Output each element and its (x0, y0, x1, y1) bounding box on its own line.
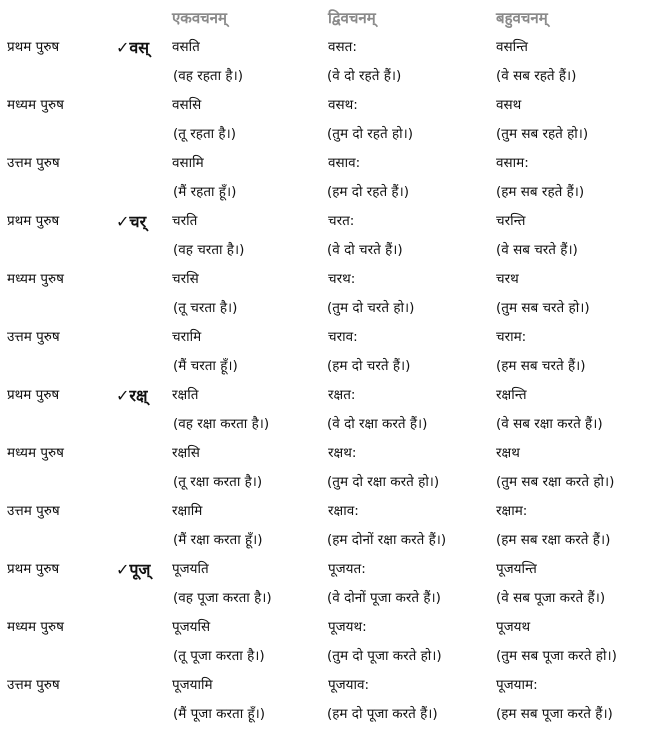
verb-root: ✓रक्ष् (116, 386, 148, 405)
table-row (0, 410, 667, 439)
form-plural: रक्षाम: (496, 503, 528, 519)
table-row (0, 700, 667, 729)
meaning-plural: (वे सब चरते हैं।) (496, 242, 578, 258)
form-plural: चरन्ति (496, 213, 526, 229)
table-row (0, 584, 667, 613)
table-row (0, 236, 667, 265)
meaning-singular: (तू रहता है।) (173, 126, 236, 142)
table-row (0, 468, 667, 497)
meaning-dual: (तुम दो चरते हो।) (327, 300, 415, 316)
meaning-plural: (वे सब पूजा करते हैं।) (496, 590, 606, 606)
form-singular: पूजयति (172, 561, 209, 577)
form-singular: रक्षति (172, 387, 199, 403)
table-row (0, 381, 667, 410)
form-singular: पूजयामि (172, 677, 213, 693)
meaning-singular: (मैं रक्षा करता हूँ।) (173, 532, 263, 548)
meaning-dual: (तुम दो रहते हो।) (327, 126, 414, 142)
table-row (0, 555, 667, 584)
verb-root: ✓पूज् (116, 560, 151, 579)
verb-group-pooj (0, 555, 667, 672)
form-dual: वसाव: (328, 155, 361, 171)
form-plural: रक्षन्ति (496, 387, 527, 403)
person-label: मध्यम पुरुष (7, 97, 64, 113)
form-dual: वसत: (328, 39, 357, 55)
person-label: प्रथम पुरुष (7, 213, 60, 229)
verb-group-raksh (0, 381, 667, 498)
table-row (0, 671, 667, 700)
header-singular: एकवचनम् (172, 9, 227, 27)
table-row (0, 33, 667, 62)
person-label: मध्यम पुरुष (7, 619, 64, 635)
form-dual: चराव: (328, 329, 358, 345)
form-dual: रक्षत: (328, 387, 356, 403)
form-singular: पूजयसि (172, 619, 211, 635)
form-dual: वसथ: (328, 97, 358, 113)
form-singular: चरसि (172, 271, 199, 287)
form-dual: पूजयाव: (328, 677, 370, 693)
meaning-singular: (तू चरता है।) (173, 300, 238, 316)
verb-group-pooj-uttama (0, 671, 667, 729)
meaning-plural: (वे सब रहते हैं।) (496, 68, 577, 84)
meaning-singular: (मैं रहता हूँ।) (173, 184, 237, 200)
form-plural: चराम: (496, 329, 527, 345)
form-dual: चरत: (328, 213, 355, 229)
header-dual: द्विवचनम् (328, 9, 376, 27)
table-row (0, 62, 667, 91)
verb-group-raksh-uttama (0, 497, 667, 555)
meaning-singular: (तू रक्षा करता है।) (173, 474, 263, 490)
meaning-dual: (हम दोनों रक्षा करते हैं।) (327, 532, 447, 548)
table-row (0, 178, 667, 207)
table-row (0, 526, 667, 555)
meaning-plural: (तुम सब रहते हो।) (496, 126, 589, 142)
person-label: उत्तम पुरुष (7, 503, 60, 519)
form-singular: चरति (172, 213, 198, 229)
meaning-singular: (वह चरता है।) (173, 242, 245, 258)
meaning-dual: (वे दोनों पूजा करते हैं।) (327, 590, 441, 606)
table-row (0, 642, 667, 671)
form-plural: पूजयन्ति (496, 561, 537, 577)
meaning-singular: (वह रक्षा करता है।) (173, 416, 270, 432)
table-row (0, 91, 667, 120)
meaning-plural: (तुम सब चरते हो।) (496, 300, 590, 316)
meaning-plural: (हम सब चरते हैं।) (496, 358, 586, 374)
verb-group-char (0, 207, 667, 324)
meaning-plural: (तुम सब पूजा करते हो।) (496, 648, 617, 664)
table-row (0, 120, 667, 149)
form-plural: वसन्ति (496, 39, 528, 55)
form-singular: वससि (172, 97, 202, 113)
table-row (0, 352, 667, 381)
form-plural: चरथ (496, 271, 519, 287)
header-plural: बहुवचनम् (496, 9, 548, 27)
meaning-singular: (वह पूजा करता है।) (173, 590, 272, 606)
form-singular: वसति (172, 39, 200, 55)
form-plural: वसाम: (496, 155, 529, 171)
person-label: प्रथम पुरुष (7, 39, 60, 55)
meaning-plural: (हम सब पूजा करते हैं।) (496, 706, 613, 722)
form-dual: रक्षाव: (328, 503, 359, 519)
form-dual: पूजयथ: (328, 619, 367, 635)
meaning-plural: (वे सब रक्षा करते हैं।) (496, 416, 603, 432)
verb-root: ✓वस् (116, 38, 150, 57)
verb-root: ✓चर् (116, 212, 147, 231)
form-plural: रक्षथ (496, 445, 520, 461)
person-label: मध्यम पुरुष (7, 271, 64, 287)
meaning-dual: (हम दो रहते हैं।) (327, 184, 409, 200)
meaning-singular: (तू पूजा करता है।) (173, 648, 265, 664)
form-dual: रक्षथ: (328, 445, 357, 461)
form-dual: पूजयत: (328, 561, 366, 577)
meaning-plural: (हम सब रहते हैं।) (496, 184, 585, 200)
form-singular: चरामि (172, 329, 202, 345)
meaning-singular: (वह रहता है।) (173, 68, 243, 84)
form-plural: पूजयथ (496, 619, 531, 635)
table-row (0, 294, 667, 323)
person-label: उत्तम पुरुष (7, 677, 60, 693)
meaning-dual: (हम दो चरते हैं।) (327, 358, 411, 374)
table-row (0, 613, 667, 642)
meaning-dual: (वे दो रहते हैं।) (327, 68, 402, 84)
verb-group-vas-uttama (0, 149, 667, 207)
meaning-dual: (हम दो पूजा करते हैं।) (327, 706, 438, 722)
person-label: उत्तम पुरुष (7, 155, 60, 171)
person-label: प्रथम पुरुष (7, 561, 60, 577)
meaning-singular: (मैं चरता हूँ।) (173, 358, 238, 374)
table-row (0, 149, 667, 178)
person-label: मध्यम पुरुष (7, 445, 64, 461)
verb-group-vas (0, 33, 667, 150)
form-singular: रक्षामि (172, 503, 203, 519)
meaning-dual: (वे दो रक्षा करते हैं।) (327, 416, 428, 432)
meaning-singular: (मैं पूजा करता हूँ।) (173, 706, 266, 722)
table-row (0, 323, 667, 352)
meaning-plural: (तुम सब रक्षा करते हो।) (496, 474, 615, 490)
form-singular: रक्षसि (172, 445, 200, 461)
verb-group-char-uttama (0, 323, 667, 381)
form-dual: चरथ: (328, 271, 356, 287)
meaning-dual: (वे दो चरते हैं।) (327, 242, 403, 258)
form-singular: वसामि (172, 155, 204, 171)
table-row (0, 265, 667, 294)
meaning-dual: (तुम दो पूजा करते हो।) (327, 648, 442, 664)
table-row (0, 497, 667, 526)
table-row (0, 439, 667, 468)
person-label: प्रथम पुरुष (7, 387, 60, 403)
meaning-plural: (हम सब रक्षा करते हैं।) (496, 532, 611, 548)
table-row (0, 207, 667, 236)
form-plural: वसथ (496, 97, 522, 113)
person-label: उत्तम पुरुष (7, 329, 60, 345)
form-plural: पूजयाम: (496, 677, 538, 693)
meaning-dual: (तुम दो रक्षा करते हो।) (327, 474, 440, 490)
